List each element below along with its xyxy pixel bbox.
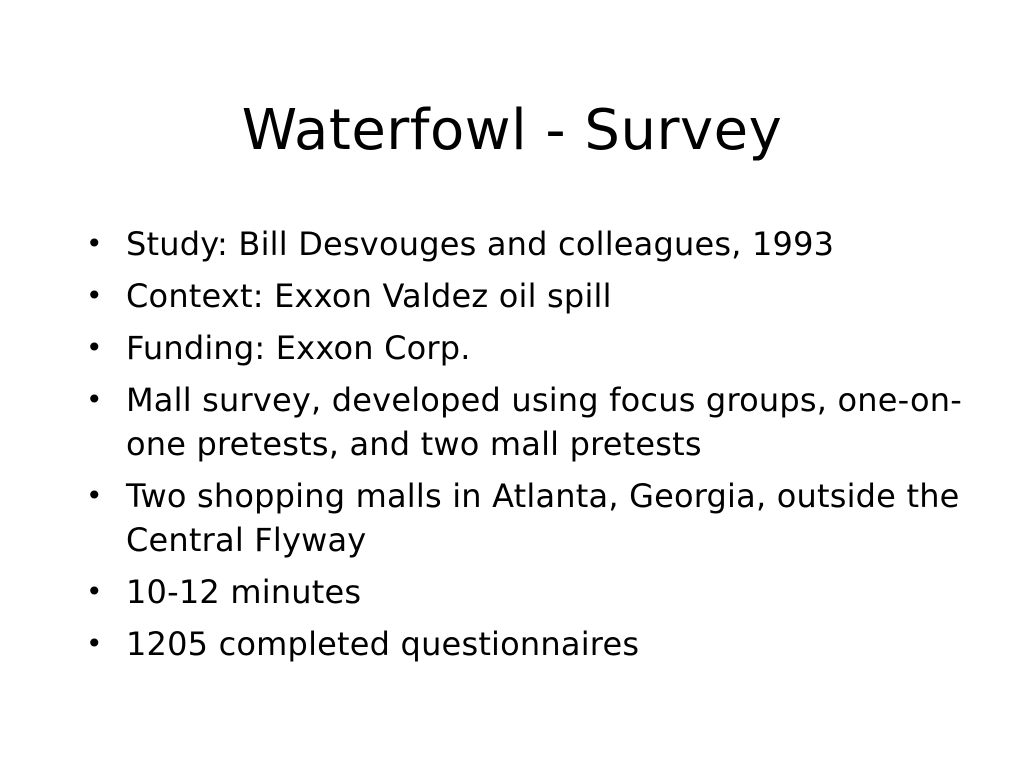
bullet-item-mall-survey [86, 378, 966, 466]
bullet-icon: • [86, 627, 103, 660]
bullet-icon: • [86, 227, 103, 260]
bullet-item-study [86, 222, 966, 266]
bullet-text: 10-12 minutes [126, 573, 362, 611]
bullet-item-questionnaires [86, 622, 966, 666]
bullet-text: Mall survey, developed using focus groups, one-on-one pretests, and two mall pretests [126, 381, 962, 463]
bullet-icon: • [86, 383, 103, 416]
bullet-icon: • [86, 479, 103, 512]
bullet-list [86, 222, 966, 674]
bullet-item-funding [86, 326, 966, 370]
bullet-icon: • [86, 279, 103, 312]
bullet-item-context [86, 274, 966, 318]
bullet-text: Study: Bill Desvouges and colleagues, 1993 [126, 225, 835, 263]
bullet-text: Two shopping malls in Atlanta, Georgia, outside the Central Flyway [126, 477, 960, 559]
bullet-icon: • [86, 575, 103, 608]
bullet-item-duration [86, 570, 966, 614]
bullet-text: 1205 completed questionnaires [126, 625, 640, 663]
slide-title: Waterfowl - Survey [241, 98, 783, 163]
bullet-text: Context: Exxon Valdez oil spill [126, 277, 612, 315]
bullet-icon: • [86, 331, 103, 364]
bullet-text: Funding: Exxon Corp. [126, 329, 471, 367]
bullet-item-malls [86, 474, 966, 562]
